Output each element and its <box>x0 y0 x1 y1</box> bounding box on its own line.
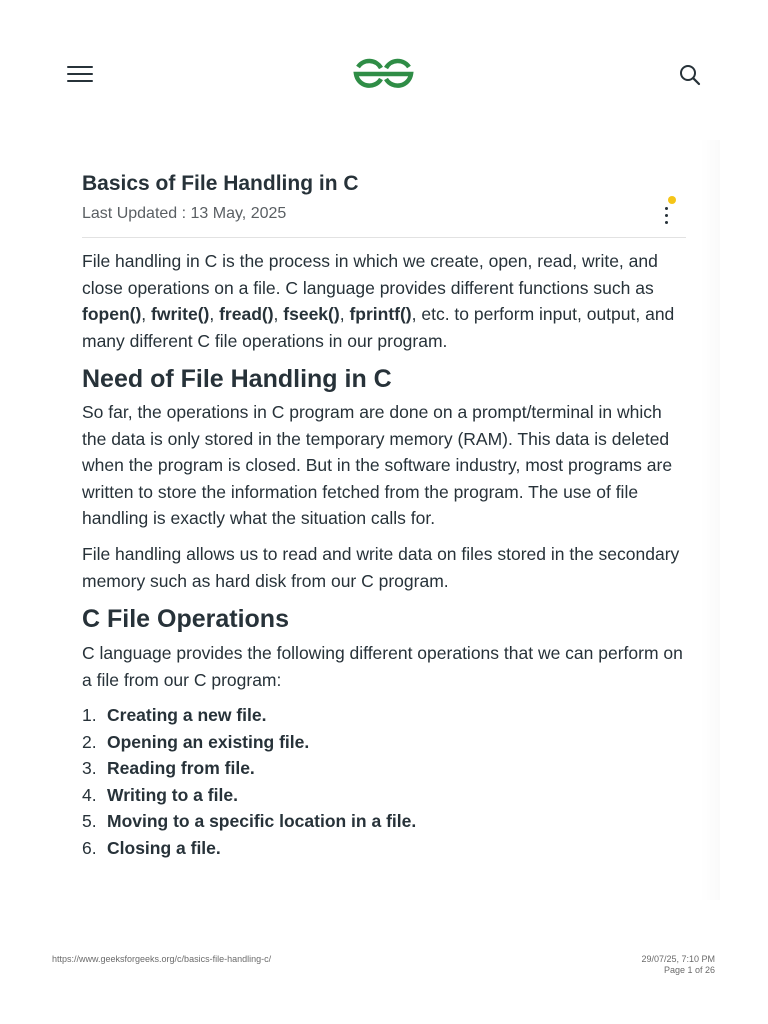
section-heading-need: Need of File Handling in C <box>82 365 392 393</box>
intro-text-end: , etc. to perform input, output, and many different C file operations in our program. <box>82 304 675 351</box>
list-item <box>82 729 686 756</box>
list-item-number: 5. <box>82 811 97 832</box>
fwrite-function: fwrite() <box>151 304 210 324</box>
list-item-number: 4. <box>82 784 97 805</box>
list-item <box>82 835 686 862</box>
fread-function: fread() <box>219 304 274 324</box>
fopen-function: fopen() <box>82 304 142 324</box>
list-item-text: Closing a file. <box>107 837 221 858</box>
list-item-number: 1. <box>82 705 97 725</box>
list-item-text: Moving to a specific location in a file. <box>107 811 417 832</box>
fseek-function: fseek() <box>283 304 340 324</box>
list-item-number: 3. <box>82 758 97 779</box>
geeksforgeeks-logo[interactable] <box>352 57 415 90</box>
last-updated-label: Last Updated : <box>82 205 191 222</box>
list-item-number: 2. <box>82 731 97 752</box>
operations-list <box>82 702 686 862</box>
need-paragraph-1: So far, the operations in C program are done on a prompt/terminal in which the data is only stored in the temporary memory (RAM). This data is deleted when the program is closed. But in the software industry, most programs are written to store the information fetched from the program. The use of file handling is exactly what the situation calls for. <box>82 402 673 528</box>
last-updated <box>82 205 286 223</box>
list-item-number: 6. <box>82 837 97 858</box>
intro-separator: , <box>273 304 284 324</box>
need-paragraph-2: File handling allows us to read and write data on files stored in the secondary memory such as hard disk from our C program. <box>82 544 680 591</box>
list-item <box>82 755 686 782</box>
hamburger-menu-icon[interactable] <box>67 64 94 84</box>
list-item-text: Creating a new file. <box>107 705 267 725</box>
last-updated-date: 13 May, 2025 <box>190 205 287 222</box>
intro-separator: , <box>339 304 350 324</box>
operations-paragraph: C language provides the following different operations that we can perform on a file from our C program: <box>82 643 683 690</box>
article-title: Basics of File Handling in C <box>82 172 359 195</box>
notification-dot <box>668 196 676 204</box>
fprintf-function: fprintf() <box>349 304 412 324</box>
list-item <box>82 782 686 809</box>
footer-url: https://www.geeksforgeeks.org/c/basics-file-handling-c/ <box>52 954 272 964</box>
footer-page-number: Page 1 of 26 <box>663 965 715 975</box>
intro-separator: , <box>209 304 220 324</box>
list-item <box>82 702 686 729</box>
intro-text-start: File handling in C is the process in which we create, open, read, write, and close operations on a file. C language provides different functions such as <box>82 251 658 298</box>
more-vertical-icon[interactable] <box>660 204 672 226</box>
footer-datetime: 29/07/25, 7:10 PM <box>641 954 715 964</box>
top-navigation-bar <box>0 0 768 150</box>
intro-paragraph <box>82 248 686 354</box>
list-item-text: Reading from file. <box>107 758 255 779</box>
list-item-text: Writing to a file. <box>107 784 238 805</box>
article-card-shadow <box>700 140 720 900</box>
search-icon[interactable] <box>678 63 702 87</box>
list-item-text: Opening an existing file. <box>107 731 310 752</box>
section-heading-operations: C File Operations <box>82 605 289 633</box>
footer-meta <box>641 954 715 976</box>
list-item <box>82 808 686 835</box>
title-divider <box>82 237 686 238</box>
intro-separator: , <box>141 304 152 324</box>
